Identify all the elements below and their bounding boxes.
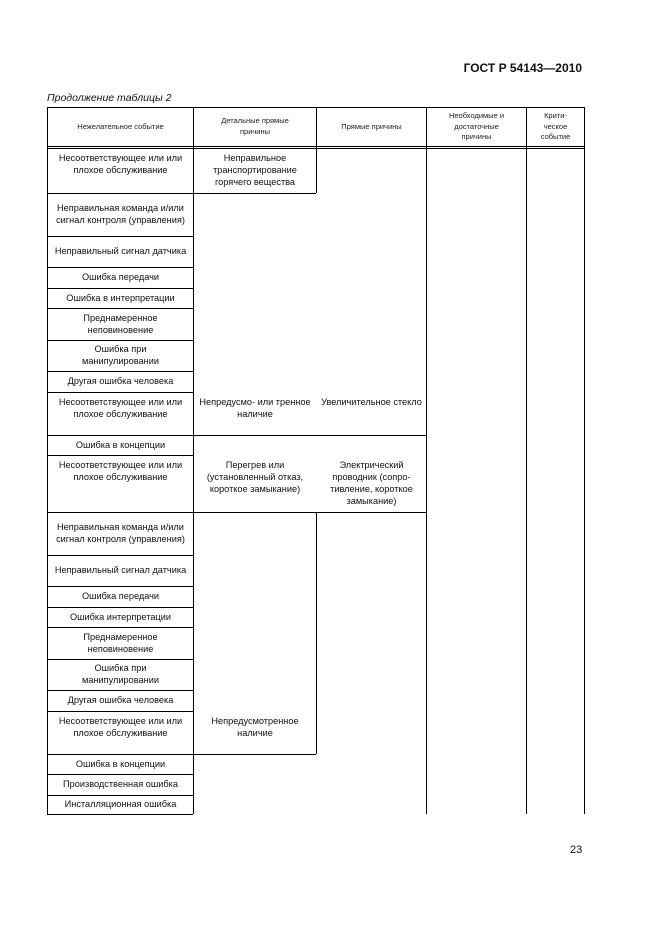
- table-cell-undesired-event: Производственная ошибка: [63, 779, 178, 790]
- col-header-direct-causes: Прямые причины: [341, 121, 402, 131]
- table-cell-detailed-cause: Перегрев или (установленный отказ, короткое замыкание): [206, 460, 304, 494]
- standard-number: ГОСТ Р 54143—2010: [463, 61, 582, 75]
- col-header-detailed-causes: Детальные прямые причины: [221, 116, 289, 136]
- table-cell-undesired-event: Ошибка в концепции: [75, 439, 166, 450]
- table-cell-undesired-event: Неправильная команда и/или сигнал контроля (управления): [56, 203, 185, 225]
- col-header-undesired-event: Нежелательное событие: [77, 121, 164, 131]
- table-cell-undesired-event: Неправильный сигнал датчика: [54, 565, 187, 576]
- table-cell-undesired-event: Неправильный сигнал датчика: [54, 246, 187, 257]
- table-cell-undesired-event: Другая ошибка человека: [67, 695, 174, 706]
- table-cell-undesired-event: Ошибка передачи: [81, 591, 160, 602]
- table-cell-undesired-event: Ошибка в интерпретации: [66, 292, 175, 303]
- table-cell-undesired-event: Преднамеренное неповиновение: [83, 312, 158, 335]
- table-cell-undesired-event: Несоответствующее или или плохое обслуживание: [58, 153, 183, 175]
- table-cell-undesired-event: Несоответствующее или или плохое обслуживание: [58, 397, 183, 419]
- table-cell-undesired-event: Неправильная команда и/или сигнал контроля (управления): [56, 522, 185, 544]
- table-cell-undesired-event: Ошибка передачи: [81, 272, 160, 283]
- table-cell-direct-cause: Электрический проводник (сопро- тивление, короткое замыкание): [330, 460, 413, 506]
- table-cell-detailed-cause: Непредусмотренное наличие: [211, 716, 299, 738]
- table-cell-undesired-event: Преднамеренное неповиновение: [83, 631, 158, 654]
- col-header-critical-event: Крити- ческое событие: [540, 110, 571, 142]
- table-cell-undesired-event: Несоответствующее или или плохое обслуживание: [58, 716, 183, 738]
- table-cell-direct-cause: Увеличительное стекло: [321, 397, 422, 407]
- col-header-necessary-causes: Необходимые и достаточные причины: [448, 110, 505, 142]
- table-cell-undesired-event: Ошибка интерпретации: [70, 611, 171, 622]
- table-cell-undesired-event: Другая ошибка человека: [67, 376, 174, 387]
- table-cell-detailed-cause: Непредусмо- или тренное наличие: [199, 397, 311, 419]
- table-cell-undesired-event: Ошибка при манипулировании: [82, 663, 159, 685]
- page-number: 23: [570, 844, 583, 856]
- table-cell-undesired-event: Ошибка в концепции: [75, 758, 166, 769]
- table-cell-undesired-event: Несоответствующее или или плохое обслуживание: [58, 460, 183, 482]
- table-cell-detailed-cause: Неправильное транспортирование горячего вещества: [213, 153, 297, 187]
- table-cell-undesired-event: Инсталляционная ошибка: [64, 799, 177, 810]
- table-caption: Продолжение таблицы 2: [47, 92, 172, 104]
- table-cell-undesired-event: Ошибка при манипулировании: [82, 344, 159, 366]
